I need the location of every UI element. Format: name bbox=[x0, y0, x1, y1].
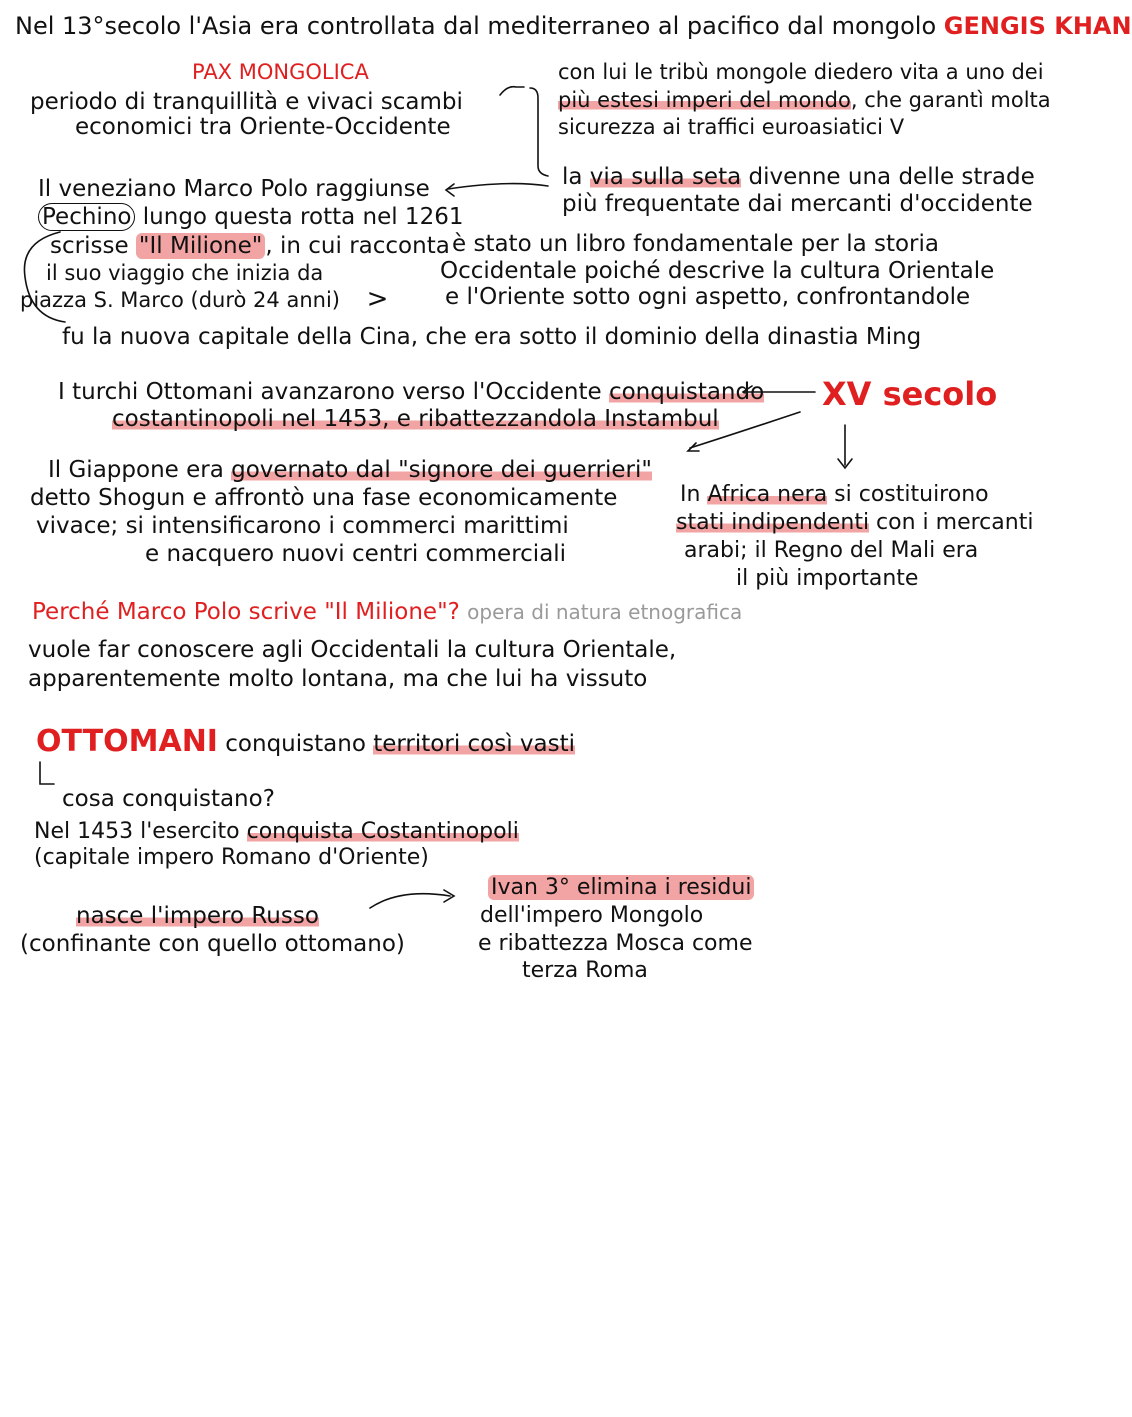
ottomani-line-1 bbox=[34, 818, 519, 846]
ottomani-question: cosa conquistano? bbox=[62, 786, 275, 812]
conquistando-highlight: conquistando bbox=[608, 379, 765, 405]
ottomani-line-1-pre: Nel 1453 l'esercito bbox=[34, 819, 247, 844]
japan-line-2: detto Shogun e affrontò una fase economicamente bbox=[30, 485, 618, 511]
turks-pre: I turchi Ottomani avanzarono verso l'Occidente bbox=[58, 379, 609, 405]
chevron-right-icon: > bbox=[366, 284, 389, 314]
xv-secolo-heading: XV secolo bbox=[822, 375, 998, 413]
polo-line-2-rest: lungo questa rotta nel 1261 bbox=[135, 204, 464, 230]
japan-line-3: vivace; si intensificarono i commerci marittimi bbox=[36, 513, 569, 539]
tribes-line-1: con lui le tribù mongole diedero vita a uno dei bbox=[558, 60, 1044, 84]
question-note: opera di natura etnografica bbox=[467, 600, 743, 624]
question-text: Perché Marco Polo scrive "Il Milione"? bbox=[32, 599, 460, 625]
polo-line-3 bbox=[50, 232, 450, 260]
ottomani-pre: conquistano bbox=[225, 731, 374, 757]
answer-line-1: vuole far conoscere agli Occidentali la cultura Orientale, bbox=[28, 637, 677, 663]
book-line-2: Occidentale poiché descrive la cultura Orientale bbox=[440, 258, 995, 284]
question-line bbox=[32, 598, 742, 626]
tribes-line-3-text: sicurezza ai traffici euroasiatici bbox=[558, 115, 883, 139]
silk-road-highlight: via sulla seta bbox=[589, 164, 742, 190]
ivan-line-3: e ribattezza Mosca come bbox=[478, 931, 753, 956]
africa-line-2 bbox=[676, 509, 1033, 537]
russia-line-1 bbox=[76, 902, 319, 930]
silk-pre: la bbox=[562, 164, 590, 190]
africa-line-1 bbox=[680, 481, 989, 509]
tribes-line-3 bbox=[558, 113, 904, 141]
polo-line-3-rest: , in cui racconta bbox=[265, 233, 450, 259]
russia-line-2: (confinante con quello ottomano) bbox=[20, 931, 405, 957]
russia-highlight: nasce l'impero Russo bbox=[76, 903, 319, 929]
ivan-highlight: Ivan 3° elimina i residui bbox=[488, 875, 754, 900]
ottomani-title: OTTOMANI bbox=[36, 724, 218, 759]
pax-mongolica-title: PAX MONGOLICA bbox=[192, 60, 369, 84]
intro-line bbox=[15, 12, 1132, 40]
pechino-circled: Pechino bbox=[38, 203, 135, 231]
polo-line-1: Il veneziano Marco Polo raggiunse bbox=[38, 176, 430, 202]
polo-line-2 bbox=[38, 203, 463, 231]
pax-line-1: periodo di tranquillità e vivaci scambi bbox=[30, 89, 463, 115]
gengis-khan: GENGIS KHAN bbox=[943, 12, 1132, 40]
tribes-highlight: più estesi imperi del mondo bbox=[558, 88, 851, 112]
africa-highlight: Africa nera bbox=[707, 482, 828, 507]
turks-line-1 bbox=[58, 378, 764, 406]
ivan-line-4: terza Roma bbox=[522, 958, 648, 983]
ivan-line-1 bbox=[488, 874, 754, 902]
polo-line-4: il suo viaggio che inizia da bbox=[46, 261, 324, 285]
territori-highlight: territori così vasti bbox=[373, 731, 576, 757]
polo-scrisse: scrisse bbox=[50, 233, 136, 259]
africa-post: si costituirono bbox=[827, 482, 989, 507]
turks-line-2 bbox=[112, 405, 719, 433]
book-line-3: e l'Oriente sotto ogni aspetto, confrontandole bbox=[445, 284, 971, 310]
polo-line-5 bbox=[20, 285, 388, 314]
answer-line-2: apparentemente molto lontana, ma che lui ha vissuto bbox=[28, 666, 648, 692]
costantinopoli-highlight: conquista Costantinopoli bbox=[246, 819, 519, 844]
turks-highlight: costantinopoli nel 1453, e ribattezzandola Instambul bbox=[112, 406, 719, 432]
silk-line-1 bbox=[562, 163, 1035, 191]
stati-highlight: stati indipendenti bbox=[676, 510, 870, 535]
intro-text: Nel 13°secolo l'Asia era controllata dal mediterraneo al pacifico dal mongolo bbox=[15, 12, 937, 40]
africa-line-4: il più importante bbox=[736, 566, 919, 591]
silk-line-2: più frequentate dai mercanti d'occidente bbox=[562, 191, 1033, 217]
ottomani-line bbox=[36, 724, 576, 759]
capital-line: fu la nuova capitale della Cina, che era sotto il dominio della dinastia Ming bbox=[62, 324, 922, 350]
africa-line-2-rest: con i mercanti bbox=[869, 510, 1034, 535]
japan-pre: Il Giappone era bbox=[48, 457, 232, 483]
down-mark: V bbox=[889, 115, 905, 139]
polo-line-5-text: piazza S. Marco (durò 24 anni) bbox=[20, 288, 340, 312]
tribes-line-2 bbox=[558, 86, 1051, 114]
japan-line-1 bbox=[48, 456, 652, 484]
il-milione-highlight: "Il Milione" bbox=[136, 233, 265, 259]
africa-line-3: arabi; il Regno del Mali era bbox=[684, 538, 979, 563]
japan-highlight: governato dal "signore dei guerrieri" bbox=[231, 457, 652, 483]
ottomani-line-2: (capitale impero Romano d'Oriente) bbox=[34, 845, 429, 870]
ivan-line-2: dell'impero Mongolo bbox=[480, 903, 704, 928]
africa-pre: In bbox=[680, 482, 708, 507]
japan-line-4: e nacquero nuovi centri commerciali bbox=[145, 541, 567, 567]
pax-line-2: economici tra Oriente-Occidente bbox=[75, 114, 451, 140]
silk-post: divenne una delle strade bbox=[741, 164, 1035, 190]
book-line-1: è stato un libro fondamentale per la storia bbox=[452, 231, 939, 257]
tribes-line-2-rest: , che garantì molta bbox=[850, 88, 1051, 112]
